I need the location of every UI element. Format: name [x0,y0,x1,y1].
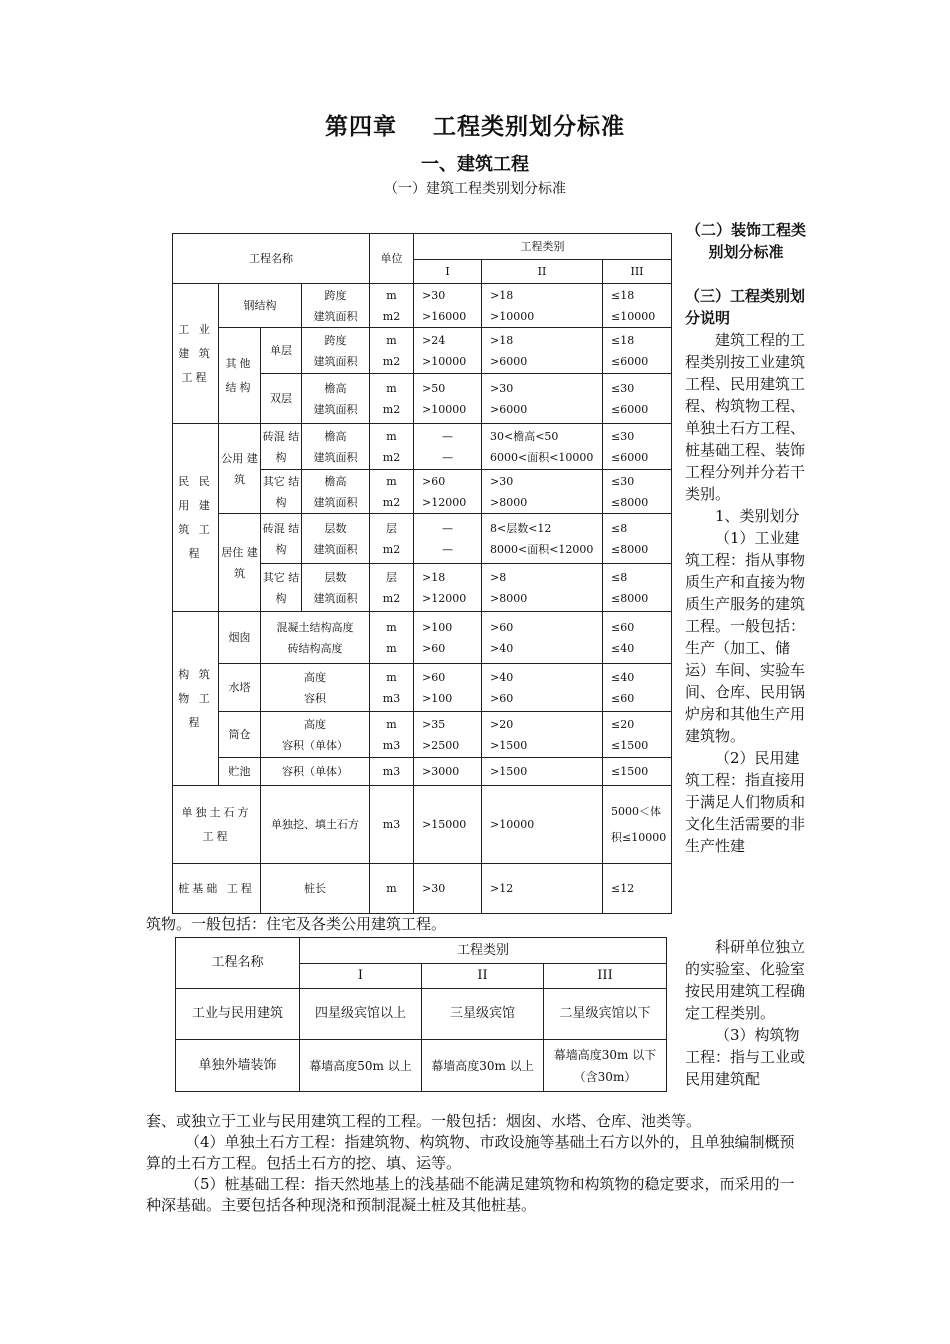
table-cell: >30 [414,864,482,914]
side-paragraph: 建筑工程的工程类别按工业建筑工程、民用建筑工程、构筑物工程、单独土石方工程、桩基础工程、装饰工程分列并分若干类别。 [685,331,806,503]
table-cell: >35 >2500 [414,712,482,758]
table-cell: >60 >12000 [414,470,482,514]
table-cell: 檐高 建筑面积 [302,470,370,514]
table-cell: — — [414,424,482,470]
table-cell: 容积（单体） [261,758,370,786]
hdr-class-2: II [422,964,544,989]
table-cell: 工业与民用建筑 [176,989,300,1040]
row-other-structure: 其他 结构 [219,328,261,424]
table-cell: 跨度 建筑面积 [302,328,370,374]
table-cell: 层 m2 [370,514,414,564]
bottom-paragraph: 套、或独立于工业与民用建筑工程的工程。一般包括：烟囱、水塔、仓库、池类等。 [146,1112,702,1130]
table-cell: 其它 结构 [261,470,302,514]
bottom-paragraph: （5）桩基础工程：指天然地基上的浅基础不能满足建筑物和构筑物的稳定要求，而采用的一种深基础。主要包括各种现浇和预制混凝土桩及其他桩基。 [146,1175,795,1214]
side-paragraph: （1）工业建筑工程：指从事物质生产和直接为物质生产服务的建筑工程。一般包括：生产（加工、储运）车间、实验车间、仓库、民用锅炉房和其他生产用建筑物。 [685,529,806,745]
table-cell: 砖混 结构 [261,514,302,564]
table-cell: 四星级宾馆以上 [300,989,422,1040]
table-cell: >3000 [414,758,482,786]
hdr-class-1: I [414,260,482,284]
table-cell: m m3 [370,712,414,758]
table-cell: 5000＜体积≤10000 [603,786,672,864]
table-cell: ≤12 [603,864,672,914]
table-cell: ≤30 ≤6000 [603,374,672,424]
table-cell: >30 >8000 [482,470,603,514]
bottom-paragraph: （4）单独土石方工程：指建筑物、构筑物、市政设施等基础土石方以外的，且单独编制概预算的土石方工程。包括土石方的挖、填、运等。 [146,1133,795,1172]
hdr-class-3: III [544,964,667,989]
text-line: 筑物。一般包括：住宅及各类公用建筑工程。 [146,915,447,933]
building-class-table [172,233,672,914]
decoration-section-title: （二）装饰工程类别划分标准 [685,221,806,261]
table-cell: m m2 [370,328,414,374]
side-paragraph: （3）构筑物工程：指与工业或民用建筑配 [685,1026,806,1088]
hdr-unit: 单位 [370,234,414,284]
table-cell: >24 >10000 [414,328,482,374]
table-cell: 砖混 结构 [261,424,302,470]
table-cell: 檐高 建筑面积 [302,374,370,424]
decoration-class-table [175,937,667,1092]
table-cell: m m3 [370,664,414,712]
hdr-name: 工程名称 [176,938,300,989]
table-cell: >18 >12000 [414,564,482,612]
group-pile: 桩基础 工程 [173,864,261,914]
table-cell: 幕墙高度50m 以上 [300,1040,422,1092]
side-column [685,219,807,857]
table-cell: m m2 [370,424,414,470]
table-cell: >15000 [414,786,482,864]
table-cell: >1500 [482,758,603,786]
table-cell: >18 >10000 [482,284,603,328]
side-column-lower [685,936,807,1090]
table-cell: m3 [370,758,414,786]
table-cell: m m [370,612,414,664]
table-cell: 桩长 [261,864,370,914]
table-cell: ≤40 ≤60 [603,664,672,712]
table-cell: — — [414,514,482,564]
table-cell: ≤8 ≤8000 [603,564,672,612]
table-cell: m3 [370,786,414,864]
table-cell: >60 >40 [482,612,603,664]
row-public: 公用 建筑 [219,424,261,514]
chapter-title: 第四章 工程类别划分标准 [324,113,626,140]
side-paragraph: 1、类别划分 [715,507,800,525]
table-cell: m m2 [370,374,414,424]
table-cell: ≤30 ≤8000 [603,470,672,514]
hdr-name: 工程名称 [173,234,370,284]
table-cell: ≤18 ≤6000 [603,328,672,374]
table-cell: >40 >60 [482,664,603,712]
table-cell: ≤60 ≤40 [603,612,672,664]
table-cell: 层数 建筑面积 [302,564,370,612]
row-double-storey: 双层 [261,374,302,424]
hdr-category: 工程类别 [414,234,672,260]
table-cell: >12 [482,864,603,914]
side-paragraph: （2）民用建筑工程：指直接用于满足人们物质和文化生活需要的非生产性建 [685,749,806,855]
table-cell: 层 m2 [370,564,414,612]
row-single-storey: 单层 [261,328,302,374]
row-steel: 钢结构 [219,284,302,328]
row-residential: 居住 建筑 [219,514,261,612]
table-cell: >100 >60 [414,612,482,664]
side-paragraph: 科研单位独立的实验室、化验室按民用建筑工程确定工程类别。 [685,938,806,1022]
table-cell: 高度 容积 [261,664,370,712]
table-cell: 混凝土结构高度 砖结构高度 [261,612,370,664]
table-cell: 高度 容积（单体） [261,712,370,758]
table-cell: ≤1500 [603,758,672,786]
table-cell: 幕墙高度30m 以下（含30m） [544,1040,667,1092]
table-cell: >20 >1500 [482,712,603,758]
group-earthwork: 单独土石方 工程 [173,786,261,864]
table-cell: 三星级宾馆 [422,989,544,1040]
table-cell: ≤20 ≤1500 [603,712,672,758]
table-cell: 8<层数<12 8000<面积<12000 [482,514,603,564]
table-cell: >10000 [482,786,603,864]
row-pool: 贮池 [219,758,261,786]
table-cell: >18 >6000 [482,328,603,374]
row-chimney: 烟囱 [219,612,261,664]
table-cell: 跨度 建筑面积 [302,284,370,328]
table-cell: 二星级宾馆以下 [544,989,667,1040]
table-cell: ≤18 ≤10000 [603,284,672,328]
table-cell: 单独挖、填土石方 [261,786,370,864]
row-water-tower: 水塔 [219,664,261,712]
table-cell: m m2 [370,284,414,328]
explanation-section-title: （三）工程类别划分说明 [685,287,806,327]
table-cell: 其它 结构 [261,564,302,612]
hdr-class-3: III [603,260,672,284]
row-silo: 筒仓 [219,712,261,758]
table-cell: 30<檐高<50 6000<面积<10000 [482,424,603,470]
hdr-class-1: I [300,964,422,989]
table-cell: >50 >10000 [414,374,482,424]
table-cell: >30 >6000 [482,374,603,424]
group-structures: 构 筑 物 工 程 [173,612,219,786]
table-cell: ≤30 ≤6000 [603,424,672,470]
mid-line [146,914,808,935]
hdr-class-2: II [482,260,603,284]
table-cell: 幕墙高度30m 以上 [422,1040,544,1092]
group-civil: 民 民 用 建 筑 工程 [173,424,219,612]
table-cell: 檐高 建筑面积 [302,424,370,470]
table-cell: >30 >16000 [414,284,482,328]
table-cell: >8 >8000 [482,564,603,612]
section-title: 一、建筑工程 [421,154,529,175]
subsection-title: （一）建筑工程类别划分标准 [384,181,566,197]
table-cell: m m2 [370,470,414,514]
table-cell: m [370,864,414,914]
group-industrial: 工 业 建 筑 工程 [173,284,219,424]
table-cell: >60 >100 [414,664,482,712]
hdr-category: 工程类别 [300,938,667,964]
table-cell: 单独外墙装饰 [176,1040,300,1092]
table-cell: ≤8 ≤8000 [603,514,672,564]
bottom-text [146,1111,808,1216]
table-cell: 层数 建筑面积 [302,514,370,564]
